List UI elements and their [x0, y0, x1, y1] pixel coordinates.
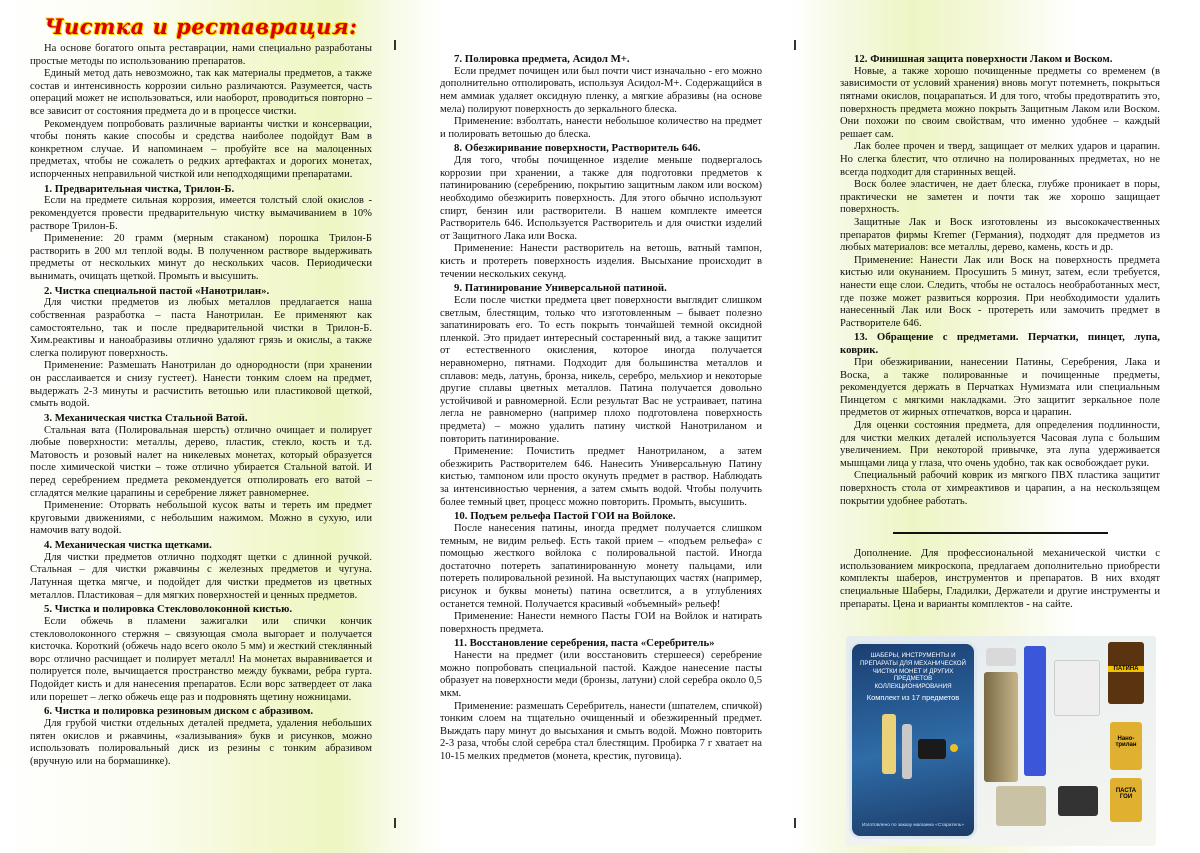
kit-box-footer: Изготовлено по заказу магазина «Старатель» — [862, 823, 964, 828]
section-usage: Применение: Нанести немного Пасты ГОИ на Войлок и натирать поверхность предмета. — [440, 611, 762, 635]
section-text: Воск более эластичен, не дает блеска, глубже проникает в поры, практически не заметен и почти так же хорошо защищает поверхность. — [840, 179, 1160, 216]
section-heading: 6. Чистка и полировка резиновым диском с абразивом. — [44, 705, 314, 718]
fold-mark — [794, 40, 796, 50]
section-usage: Применение: Нанести растворитель на ветошь, ватный тампон, кисть и протереть поверхность изделия. Высыхание происходит в течении нескольких секунд. — [440, 243, 762, 280]
section-usage: Применение: взболтать, нанести небольшое количество на предмет и полировать ветошью до блеска. — [440, 116, 762, 140]
kit-box-count: Комплект из 17 предметов — [866, 692, 960, 702]
tools-image — [996, 786, 1046, 826]
jar-label: ПАТИНА — [1108, 666, 1144, 672]
section-heading: 7. Полировка предмета, Асидол М+. — [454, 53, 630, 65]
section-heading: 13. Обращение с предметами. Перчатки, пинцет, лупа, коврик. — [840, 331, 1160, 357]
section-text: Защитные Лак и Воск изготовлены из высококачественных препаратов фирмы Kremer (Германия), подходят для предметов из любых материалов: все металлы, дерево, камень, кость и др. — [840, 216, 1160, 254]
section-heading: 12. Финишная защита поверхности Лаком и Воском. — [854, 53, 1113, 65]
section-text: Для грубой чистки отдельных деталей предмета, удаления небольших пятен окислов и ржавчины, «зализывания» букв и рисунков, можно использовать полировальный диск из резины с тонким абразивом (вручную или на бормашинке). — [30, 717, 372, 767]
section-heading: 5. Чистка и полировка Стекловолоконной кистью. — [44, 603, 293, 616]
section-usage: Применение: Нанести Лак или Воск на поверхность предмета кистью или окунанием. Просушить 5 минут, затем, если требуется, нанести еще слои. Следить, чтобы не осталось необработанных мест, где позже может развиться коррозия. При необходимости удалить нанесенный Лак или Воск - протереть или замочить предмет в Растворителе 646. — [840, 254, 1160, 329]
section-usage: Применение: размешать Серебритель, нанести (шпателем, спичкой) тонким слоем на тщательно очищенный и обезжиренный предмет. Выждать пару минут до высыхания и смыть водой. Можно повторить 2-3 раза, чтобы слой серебра стал блестящим. Пробирка 7 г хватает на 10-15 мелких предметов (монета, крестик, пуговица). — [440, 700, 762, 762]
section-heading: 1. Предварительная чистка, Трилон-Б. — [44, 182, 235, 195]
section-usage: Применение: Размешать Нанотрилан до однородности (при хранении он расслаивается и снизу густеет). Нанести тонким слоем на предмет, выдержать 2-3 минуты и расчистить ветошью или пластиковой щеткой, смыть водой. — [30, 360, 372, 410]
section-heading: 8. Обезжиривание поверхности, Растворитель 646. — [454, 142, 701, 155]
section-text: После нанесения патины, иногда предмет получается слишком темным, не видим рельеф. Есть такой прием – «подъем рельефа» с помощью жесткого войлока с полировальной пастой. Иногда достаточно потереть запатинированную монету пальцами, или потереть полировальной резиной. На выступающих частях (например, рисунок и буквы монеты) патина осветлится, а в углублениях останется темной. Получается красивый «объемный» рельеф! — [440, 522, 762, 610]
brush-image — [984, 672, 1018, 782]
section-text: Нанести на предмет (или восстановить стершееся) серебрение можно попробовать специальной пастой. Каждое нанесение пасты образует на поверхности меди (бронзы, латуни) слой серебра около 0,5 мкм. — [440, 650, 762, 699]
section-text: Стальная вата (Полировальная шерсть) отлично очищает и полирует любые поверхности: металлы, дерево, пластик, стекло, кость и т.д. Матовость и розовый налет на никелевых монетах, который образуется после химической чистки – тоже отлично убирается Стальной ватой. И перед серебрением предмета рекомендуется отполировать его ватой – сгладятся мелкие царапины и серебрение ляжет равномернее. — [30, 424, 372, 499]
glove-image — [1024, 646, 1046, 776]
jar-label: Нано-трилан — [1115, 736, 1137, 749]
section-text: Для того, чтобы почищенное изделие меньше подвергалось коррозии при хранении, а также для подготовки предметов к патинированию (серебрению, покрытию защитным лаком или воском) необходимо обезжирить поверхность. Для этого обычно используют спирт, бензин или растворители. В нашем комплекте имеется Растворитель 646. Используется Растворитель и для очистки изделий от Защитного Лака или Воска. — [440, 155, 762, 242]
cotton-image — [986, 648, 1016, 666]
section-text: Для чистки предметов отлично подходят щетки с длинной ручкой. Стальная – для чистки ржавчины с железных предметов и чугуна. Латунная щетка мягче, и подойдет для чистки предметов из цветных металлов. Пластиковая – для мягких поверхностей и ценных предметов. — [30, 551, 372, 601]
column-left — [30, 0, 372, 853]
kit-box-text: ШАБЕРЫ, ИНСТРУМЕНТЫ И ПРЕПАРАТЫ ДЛЯ МЕХАНИЧЕСКОЙ ЧИСТКИ МОНЕТ И ДРУГИХ ПРЕДМЕТОВ КОЛЛЕКЦИОНИРОВАНИЯ — [859, 652, 966, 690]
section-usage: Применение: 20 грамм (мерным стаканом) порошка Трилон-Б растворить в 200 мл теплой воды. В полученном растворе выдерживать предметы от нескольких минут до нескольких часов. Периодически вынимать, очищать щеткой. Промыть и высушить. — [30, 233, 372, 282]
section-heading: 9. Патинирование Универсальной патиной. — [454, 282, 667, 295]
jar-label: ПАСТА ГОИ — [1115, 788, 1137, 801]
section-heading: 2. Чистка специальной пастой «Нанотрилан». — [44, 284, 270, 297]
tool-image — [950, 744, 958, 752]
section-usage: Применение: Почистить предмет Нанотриланом, а затем обезжирить Растворителем 646. Нанесить Универсальную Патину кистью, тампоном или просто окунуть предмет в раствор. Наблюдать за интенсивностью чернения, а затем смыть водой. Чтобы получить более темный цвет, процесс можно повторить. Промыть, высушить. — [440, 446, 762, 508]
section-text: Если после чистки предмета цвет поверхности выглядит слишком светлым, блестящим, только что изготовленным – бывает полезно запатинировать его. То есть покрыть тончайшей темной оксидной пленкой. Это придает интересный состаренный вид, а также защитит от естественного окисления, которое иногда получается неравномерно, пятнами. Подходит для большинства металлов и сплавов: медь, латунь, бронза, никель, серебро, мельхиор и некоторые другие сплавы цветных металлов. Патина получается довольно устойчивой и равномерной. Если результат Вас не устраивает, патина легла не равномерно (например плохо подготовлена поверхность предмета) – можно удалить патину чисткой Нанотриланом и повторить патинирование. — [440, 295, 762, 445]
fold-mark — [394, 40, 396, 50]
section-text: Специальный рабочий коврик из мягкого ПВХ пластика защитит поверхность стола от химреактивов и царапин, а на нескользящем покрытии удобнее работать. — [840, 470, 1160, 507]
column-right — [840, 52, 1160, 636]
intro-paragraph: На основе богатого опыта реставрации, нами специально разработаны простые методы по использованию препаратов. — [30, 42, 372, 67]
column-middle — [440, 52, 762, 853]
divider — [893, 532, 1108, 534]
tool-image — [882, 714, 896, 774]
addendum-text: Дополнение. Для профессиональной механической чистки с использованием микроскопа, предлагаем дополнительно приобрести комплекты шаберов, инструментов и препаратов. В них входят специальные Шаберы, Гладилки, Держатели и другие инструменты и препараты. Цена и варианты комплектов - на сайте. — [840, 548, 1160, 610]
section-text: Лак более прочен и тверд, защищает от мелких ударов и царапин. Но слегка блестит, что отлично на полированных предметах, но не всегда подходит для старинных вещей. — [840, 141, 1160, 178]
jar-image — [1108, 642, 1144, 704]
section-text: Для чистки предметов из любых металлов предлагается наша собственная разработка – паста Нанотрилан. Ее применяют как самостоятельно, так и после предварительной чистки в Трилон-Б. Хим.реактивы и наноабразивы отлично удаляют грязь и окислы, а также слегка полируют поверхность. — [30, 297, 372, 359]
section-heading: 4. Механическая чистка щетками. — [44, 538, 212, 551]
product-kit-photo — [846, 636, 1156, 846]
fold-mark — [394, 818, 396, 828]
tool-image — [902, 724, 912, 779]
section-text: Новые, а также хорошо почищенные предметы со временем (в зависимости от условий хранения) вновь могут потемнеть, покрыться пятнами окислов, поцарапаться. И для того, чтобы предотвратить это, поверхность предмета можно покрыть Защитным Лаком или Воском. Они похожи по своим свойствам, что именно удобнее – каждый решает сам. — [840, 65, 1160, 140]
section-text: Если на предмете сильная коррозия, имеется толстый слой окислов - рекомендуется провести предварительную чистку вымачиванием в 10% растворе Трилон-Б. — [30, 195, 372, 232]
section-heading: 10. Подъем рельефа Пастой ГОИ на Войлоке. — [454, 510, 676, 523]
section-text: При обезжиривании, нанесении Патины, Серебрения, Лака и Воска, а также полированные и почищенные предметы, рекомендуется держать в Перчатках Нумизмата или специальным Пинцетом с мягкими накладками. Это защитит зеркальное поле предметов от жирных отпечатков, ворса и царапин. — [840, 357, 1160, 419]
tool-image — [918, 739, 946, 759]
page-title: Чистка и реставрация: — [44, 14, 358, 39]
bag-image — [1054, 660, 1100, 716]
fold-mark — [794, 818, 796, 828]
section-text: Если обжечь в пламени зажигалки или спички кончик стекловолоконного стержня – связующая смола выгорает и получается кисточка. Короткий (обжечь надо всего около 5 мм) и жесткий стеклянный ворс отлично расчищает и полирует металл! На монетах выравнивается и полируется поле, вычищается пространство между буквами, ребра гурта. Подойдет кисть и для нанесения препаратов. Если ворс затвердеет от лака или порешет – легко обжечь еще раз и подровнять щетину ножницами. — [30, 615, 372, 703]
intro-paragraph: Единый метод дать невозможно, так как материалы предметов, а также состав и интенсивность коррозии сильно различаются. Разумеется, часть операций может не использоваться, или наоборот, проводиться повторно – все зависит от состояния предмета до и в процессе чистки. — [30, 68, 372, 117]
section-heading: 3. Механическая чистка Стальной Ватой. — [44, 411, 248, 424]
felt-image — [1058, 786, 1098, 816]
section-heading: 11. Восстановление серебрения, паста «Серебритель» — [454, 637, 715, 650]
intro-paragraph: Рекомендуем попробовать различные варианты чистки и консервации, чтобы понять какие способы и средства наиболее подойдут Вам в конкретном случае. И напоминаем – пробуйте все на малоценных предметах, чтобы не сожалеть о редких артефактах и дорогих монетах, испорченных неправильной чисткой или неподходящими препаратами. — [30, 118, 372, 180]
kit-box — [852, 644, 974, 836]
section-text: Если предмет почищен или был почти чист изначально - его можно дополнительно отполировать, используя Асидол-М+. Содержащийся в нем аммиак удаляет оксидную пленку, а мягкие абразивы (на основе мела) полируют поверхность до зеркального блеска. — [440, 65, 762, 115]
section-text: Для оценки состояния предмета, для определения подлинности, для чистки мелких деталей используется Часовая лупа с большим увеличением. При некоторой привычке, эта лупа удерживается мышцами лица у глаза, что очень удобно, так как освобождает руки. — [840, 419, 1160, 469]
section-usage: Применение: Оторвать небольшой кусок ваты и тереть им предмет круговыми движениями, с небольшим нажимом. Можно в сухую, или намочив вату водой. — [30, 500, 372, 537]
